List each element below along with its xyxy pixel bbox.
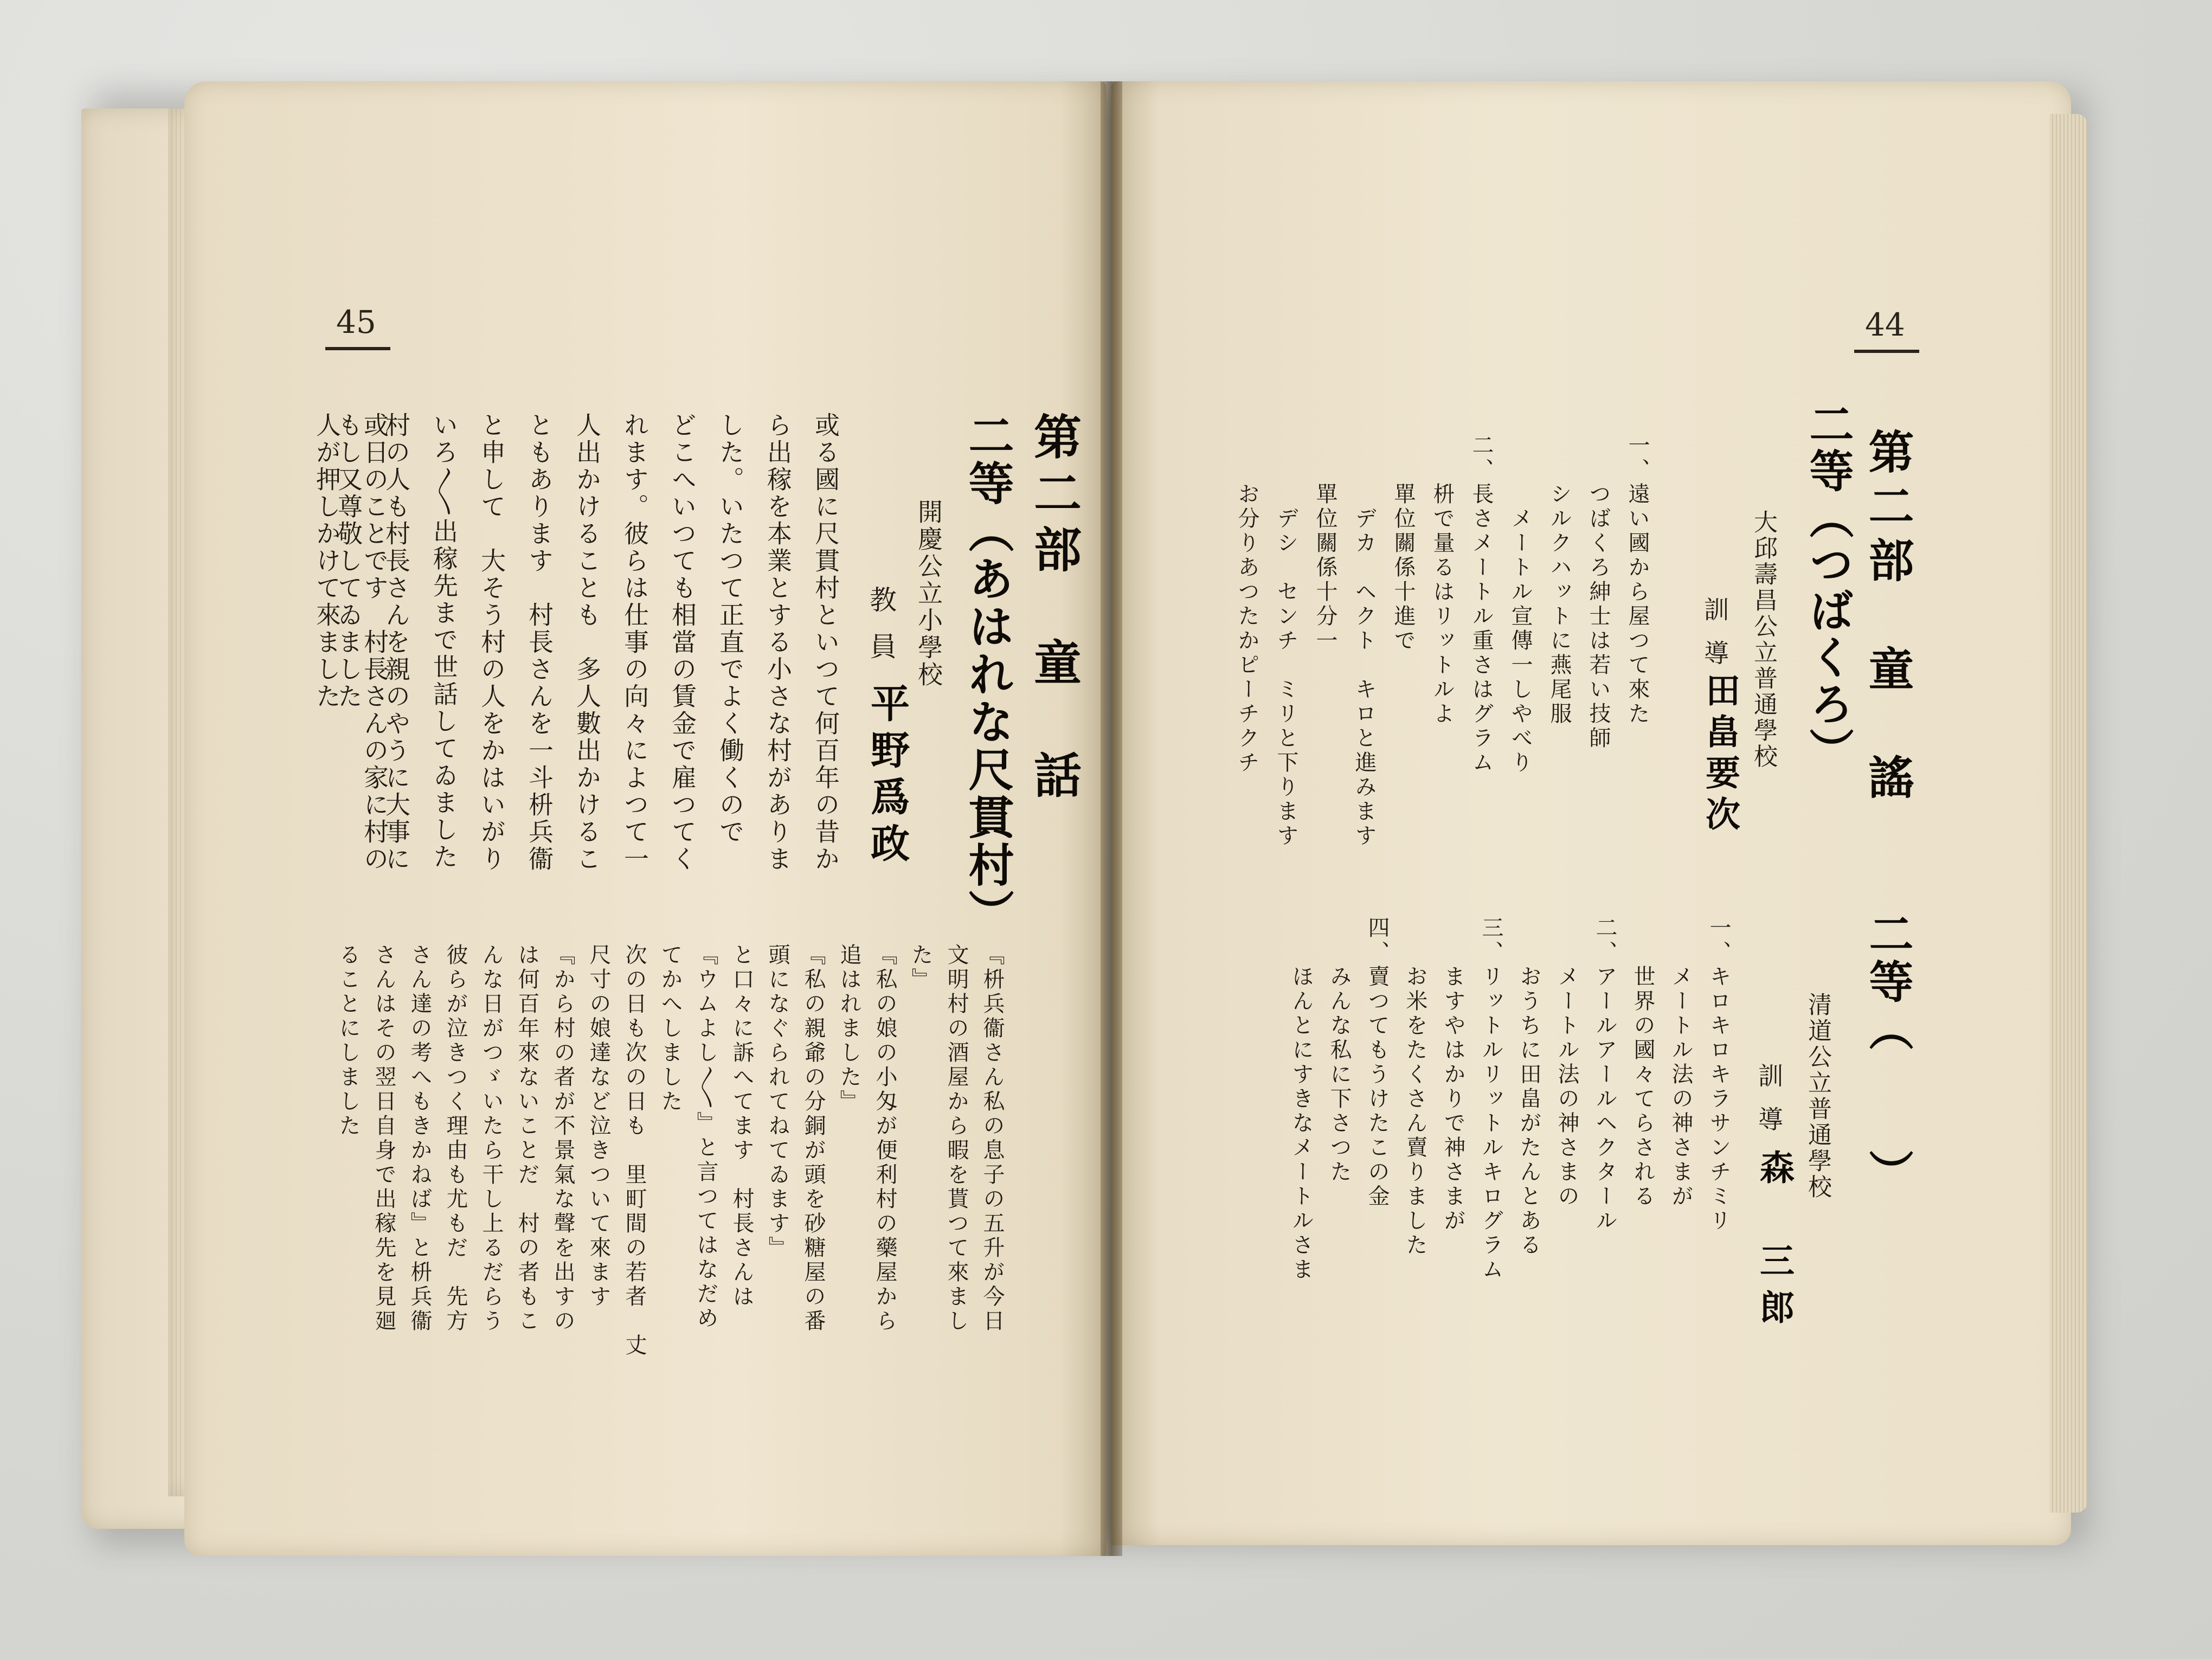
lyric-line: みんな私に下さつた — [1327, 916, 1352, 1185]
left-school: 開慶公立小學校 — [914, 499, 943, 689]
lyric-line: シルクハットに燕尾服 — [1547, 434, 1572, 726]
text-line: 文明村の酒屋から暇を貰つて來まし — [944, 943, 969, 1334]
text-line: 村の人も村長さんを親のやうに大事に — [382, 412, 411, 873]
right-page-number: 44 — [1865, 306, 1905, 343]
text-line: は何百年來ないことだ 村の者もこ — [515, 943, 539, 1334]
left-author-role: 教 員 — [865, 586, 897, 665]
text-line: 頭になぐられてねてゐます』 — [765, 943, 790, 1261]
right-entry1-author-name: 田畠要次 — [1700, 672, 1740, 837]
right-page-stack — [2049, 114, 2087, 1513]
right-entry2-school: 清道公立普通學校 — [1804, 992, 1831, 1200]
lyric-line: メートル宣傳一しやべり — [1508, 434, 1533, 775]
right-page-number-rule — [1854, 350, 1919, 353]
right-entry1-title: 二等（つばくろ） — [1802, 401, 1854, 774]
text-line: 『ウムよし〳〵』と言つてはなだめ — [693, 943, 718, 1331]
lyric-line: 單位關係十進で — [1391, 434, 1416, 653]
text-line: 『私の娘の小匁が便利村の藥屋から — [872, 943, 897, 1334]
lyric-line: 二、長さメートル重さはグラム — [1469, 434, 1494, 775]
text-line: 『私の親爺の分銅が頭を砂糖屋の番 — [801, 943, 826, 1334]
lyric-line: 世界の國々てらされる — [1630, 916, 1655, 1209]
left-section-title: 第二部 童 話 — [1026, 412, 1082, 807]
lyric-line: ほんとにすきなメートルさま — [1289, 916, 1314, 1282]
text-line: どこへいつても相當の賃金で雇つてく — [668, 412, 697, 873]
right-entry1-author-role: 訓 導 — [1700, 596, 1729, 671]
lyric-line: おうちに田畠がたんとある — [1516, 916, 1541, 1258]
text-line: んな日がつゞいたら干し上るだらう — [479, 943, 504, 1334]
text-line: 次の日も次の日も 里町間の若者 丈 — [622, 943, 647, 1358]
lyric-line: 三、リットルリットルキログラム — [1478, 916, 1503, 1282]
lyric-line: 四、賣つてもうけたこの金 — [1365, 916, 1390, 1209]
text-line: した。いたつて正直でよく働くので — [716, 412, 745, 846]
text-line: 『から村の者が不景氣な聲を出すの — [550, 943, 575, 1334]
right-entry1-school: 大邱壽昌公立普通學校 — [1750, 510, 1777, 770]
lyric-line: 一、キロキロキラサンチミリ — [1706, 916, 1731, 1233]
text-line: さん達の考へもきかねば』と枡兵衞 — [407, 943, 432, 1334]
right-entry2-author-name: 森 三郎 — [1754, 1149, 1794, 1336]
text-line: 人出かけることも 多人數出かけるこ — [573, 412, 602, 873]
text-line: 人が押しかけて來ました — [312, 412, 342, 710]
lyric-line: デカ ヘクト キロと進みます — [1352, 434, 1377, 848]
text-line: さんはその翌日自身で出稼先を見廻 — [371, 943, 396, 1334]
text-line: 尺寸の娘達など泣きついて來ます — [586, 943, 611, 1309]
text-line: た』 — [908, 943, 933, 992]
lyric-line: 一、遠い國から屋つて來た — [1625, 434, 1650, 726]
left-page-number-rule — [325, 347, 390, 350]
lyric-line: デシ センチ ミリと下ります — [1274, 434, 1298, 848]
text-line: れます。彼らは仕事の向々によつて一 — [620, 412, 650, 873]
text-line: ら出稼を本業とする小さな村がありま — [763, 412, 793, 873]
text-line: ともあります 村長さんを一斗枡兵衞 — [525, 412, 554, 873]
text-line: 或日のことです 村長さんの家に村の — [360, 412, 389, 873]
text-line: 『枡兵衞さん私の息子の五升が今日 — [980, 943, 1005, 1334]
lyric-line: お分りあつたかピーチクチ — [1234, 434, 1259, 775]
text-line: と口々に訴へてます 村長さんは — [729, 943, 754, 1309]
text-line: 追はれました』 — [837, 943, 861, 1114]
lyric-line: ますやはかりで神さまが — [1441, 916, 1465, 1233]
text-line: と申して 大そう村の人をかはいがり — [477, 412, 506, 873]
text-line: 彼らが泣きつく理由も尤もだ 先方 — [443, 943, 468, 1334]
lyric-line: 二、アールアールヘクタール — [1592, 916, 1617, 1233]
lyric-line: メートル法の神さまが — [1668, 916, 1693, 1209]
left-author-name: 平野爲政 — [864, 683, 910, 870]
text-line: ることにしました — [336, 943, 361, 1139]
book-gutter — [1101, 81, 1122, 1556]
lyric-line: 枡で量るはリットルよ — [1430, 434, 1455, 726]
text-line: てかへしました — [658, 943, 683, 1114]
lyric-line: 單位關係十分一 — [1313, 434, 1338, 653]
right-entry2-title: 二等（ ） — [1862, 911, 1913, 1197]
lyric-line: つばくろ紳士は若い技師 — [1586, 434, 1611, 751]
text-line: もし又尊敬してゐました — [334, 412, 363, 710]
lyric-line: メートル法の神さまの — [1554, 916, 1579, 1209]
right-page — [1111, 81, 2071, 1545]
lyric-line: お米をたくさん賣りました — [1403, 916, 1427, 1258]
left-entry-title: 二等（あはれな尺貫村） — [961, 412, 1014, 937]
right-section-title: 第二部 童 謠 — [1861, 428, 1914, 808]
left-page-number: 45 — [336, 304, 376, 340]
right-entry2-author-role: 訓 導 — [1754, 1063, 1784, 1137]
text-line: いろ〳〵出稼先まで世話してゐました — [429, 412, 459, 871]
text-line: 或る國に尺貫村といつて何百年の昔か — [811, 412, 840, 873]
